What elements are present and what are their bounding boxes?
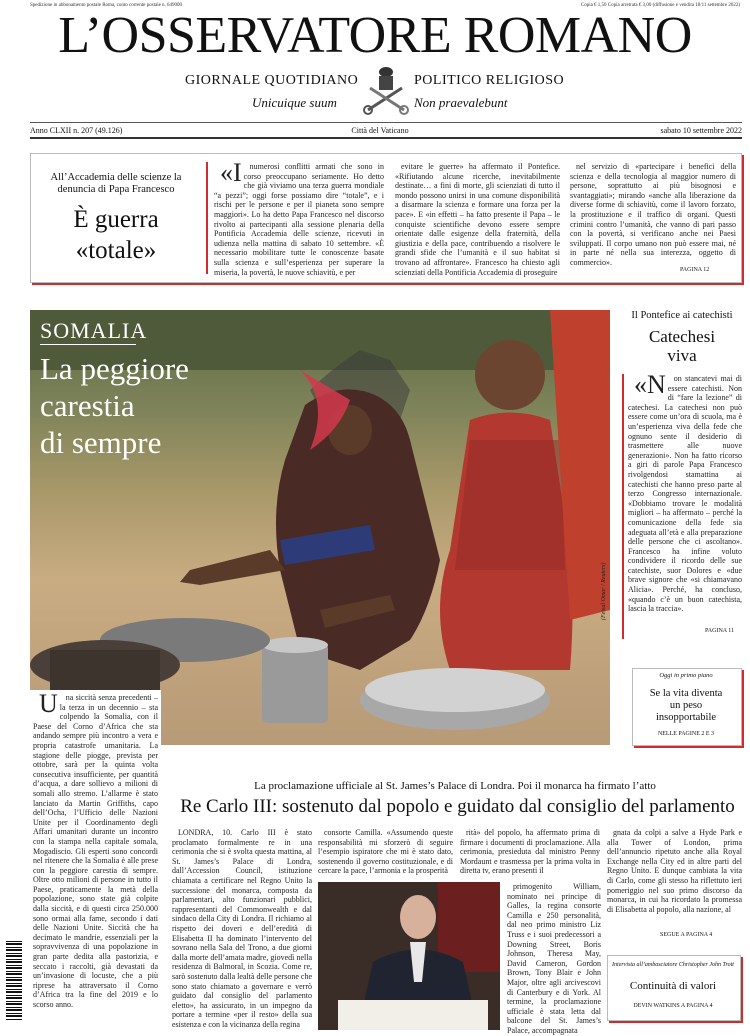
lead-column-1: «Inumerosi conflitti armati che sono in corso preoccupano seriamente. Ho detto che già viviamo una terza guerra mondiale “a pezzi”; oggi forse possiamo dire “totale”, e i rischi per le persone e per il pianeta sono sempre maggiori». Lo ha detto Papa Francesco nel discorso rivolto ai partecipanti alla sessione plenaria della Pontificia Accademia delle scienze, ricevuti in udienza nella mattina di sabato 10 settembre. «È necessario mobilitare tutte le conoscenze basate sulla scienza e sull’esperienza per superare la miseria, la povertà, le nuove schiavitù, e per [214,158,384,277]
oggi-headline-2: un peso [669,700,703,711]
lead-column-2: evitare le guerre» ha affermato il Pontefice. «Rifiutando alcune ricerche, inevitabilmente destinate… a fini di morte, gli scienziati di tutto il mondo possono unirsi in una comune disponibilità a disarmare la scienza e formare una forza per la pace». E «in effetti – ha fatto presente il Papa – le conquiste scientifiche devono essere sempre orientate dalle esigenze della fraternità, della giustizia e della pace, contribuendo a risolvere le grandi sfide che l’umanità e il suo habitat si trovano ad affrontare». Francesco ha chiesto agli scienziati della Pontificia Accademia di proseguire [395,162,560,277]
king-column-3: rità» del popolo, ha affermato prima di firmare i documenti di proclamazione. Alla cerimonia, presieduta dal ministro Penny Mordaunt e trasmessa per la prima volta in diretta tv, erano presenti il [460,828,600,876]
catechesi-page-ref: PAGINA 11 [705,628,735,634]
catechesi-body: «Non stancatevi mai di essere catechisti. Non di “fare la lezione” di catechesi. La catechesi non può essere come un’ora di scuola, ma è un’esperienza viva della fede che ognuno sente il desiderio di trasmettere alle nuove generazioni». Non ha fatto ricorso a giri di parole Papa Francesco rivolgendosi stamattina ai catechisti che hanno preso parte al terzo Congresso internazionale. «Dobbiamo trovare le modalità migliori – ha affermato – perché la comunicazione della fede sia adeguata all’età e alla preparazione delle persone che ci ascoltano». Francesco ha infine voluto condividere il ricordo delle sue catechiste, suor Dolores e «due brave signore che «si chiamavano Alicia». Perché, ha concluso, «quando c’è un buon catechista, lascia la traccia». [628,370,742,614]
photo-credit: (Feisal Omar / Reuters) [601,562,607,620]
price-note: Copia € 1,50 Copia arretrata € 3,00 (diffusione e vendita 18/11 settembre 2022) [580,3,740,8]
king-column-1: LONDRA, 10. Carlo III è stato proclamato formalmente re in una cerimonia che si è svolta questa mattina, al St. James’s Palace di Londra, dall’Accession Council, istituzione chiamata a certificare nel Regno Unito la successione del monarca, composta da parlamentari, alto funzionari pubblici, rappresentanti del Commonwealth e dal sindaco della City di Londra. Il richiamo al rispetto dei doveri e dell’eredità di Elisabetta II ha dominato l’intervento del sovrano nella Sala del Trono, a due giorni dalla morte dell’amata madre, giovedì nella residenza di Balmoral, in Scozia. Come re, sarò sostenuto dalla lealtà delle persone che sono stato chiamato a governare e verrò guidato dal consiglio del parlamento eletto», ha assicurato, in un impegno da portare a termine «per il resto» della sua esistenza e con la vicinanza della regina [172,828,312,1029]
catechesi-kicker: Il Pontefice ai catechisti [631,310,733,321]
king-photo [318,882,500,1030]
king-headline: Re Carlo III: sostenuto dal popolo e guidato dal consiglio del parlamento [180,796,735,817]
king-page-ref: SEGUE A PAGINA 4 [660,932,713,938]
lead-headline-2: «totale» [75,237,157,264]
interview-ref: DEVIN WATKINS A PAGINA 4 [633,1003,713,1009]
somalia-body: Una siccità senza precedenti – la terza in un decennio – sta colpendo la Somalia, con il Paese del Corno d’Africa che sta andando sempre più incontro a vera e propria catastrofe umanitaria. La stagione delle piogge, prevista per ottobre, sarà per la quinta volta consecutiva insufficiente, per quantità d’acqua, a dare sollievo a milioni di somali allo stremo. L’allarme è stato lanciato da Martin Griffiths, capo dell’Ocha, l’Ufficio delle Nazioni Unite per il Coordinamento degli Affari umanitari durante un incontro con la stampa nella capitale somala, Mogadiscio. Gli esperti sono concordi nel ritenere che la Somalia è alle prese con la peggiore carestia di sempre. Oltre otto milioni di persone in tutto il Paese, praticamente la metà della popolazione, sono state già colpite dalla siccità, e di questi circa 250.000 sono ormai alla fame, secondo i dati delle Nazioni Unite. Siccità che ha decimato le mandrie, essenziali per la sopravvivenza di una popolazione in gran parte dedita alla pastorizia, e seccato i raccolti, già devastati da un’invasione di locuste, che a più riprese ha attraversato il Corno d’Africa tra la fine del 2019 e lo scorso anno. [30,690,161,1023]
king-column-3b: primogenito William, nominato nei principe di Galles, la regina consorte Camilla e 250 personalità, dal neo primo ministro Liz Truss e i suoi predecessori a Downing Street, Boris Johnson, Theresa May, David Cameron, Gordon Brown, Tony Blair e John Major, oltre agli arcivescovi di Canterbury e di York. Al termine, la proclamazione ufficiale è stata letta dal balcone del St. James’s Palace, accompagnata [507,882,601,1035]
interview-headline: Continuità di valori [629,980,717,992]
lead-kicker: All’Accademia delle scienze la denuncia di Papa Francesco [50,172,182,195]
somalia-headline-2: carestia [40,388,135,423]
king-photo-scene [318,882,500,1030]
oggi-headline-1: Se la vita diventa [649,688,723,699]
lead-column-3: nel servizio di «partecipare i benefici della scienza e della tecnologia al maggior numero di persone, soprattutto ai più bisognosi e svantaggiati»; mirando «anche alla liberazione da diverse forme di schiavitù, come il lavoro forzato, la prostituzione e il traffico di organi. Questi crimini contro l’umanità, che vanno di pari passo con la povertà, si verificano anche nei Paesi sviluppati. Il corpo umano non può essere mai, né in parte né nella sua interezza, oggetto di commercio». [570,162,736,267]
somalia-headline-1: La peggiore [40,351,189,386]
somalia-kicker: SOMALIA [40,318,148,343]
oggi-ref: NELLE PAGINE 2 E 3 [657,731,715,737]
motto-left: Unicuique suum [252,95,337,110]
oggi-kicker: Oggi in primo piano [659,672,713,679]
barcode [6,940,22,1020]
keys-emblem-icon [362,66,410,116]
king-kicker: La proclamazione ufficiale al St. James’s Palace di Londra. Poi il monarca ha firmato l’atto [254,780,656,792]
king-column-4: gnata da colpi a salve a Hyde Park e alla Tower of London, prima dell’annuncio ripetuto anche alla Royal Exchange nella City ed in altre parti del Regno Unito. E dunque cambiata la vita di Carlo, come gli stesso ha riflettuto ieri pomeriggio nel suo primo discorso da monarca, in cui ha ricordato la promessa di Elisabetta al popolo, alla nazione, al [607,828,742,914]
catechesi-headline-1: Catechesi [648,327,716,346]
interview-kicker: Intervista all’ambasciatore Christopher John Trott [612,962,734,968]
dateline-place: Città del Vaticano [351,126,409,135]
issue-number: Anno CLXII n. 207 (49.126) [30,126,123,135]
masthead-left-sub: GIORNALE QUOTIDIANO [185,73,359,88]
catechesi-headline-2: viva [667,346,697,365]
postal-note: Spedizione in abbonamento postale Roma, conto corrente postale n. 649000 [30,3,183,8]
lead-page-ref: PAGINA 12 [680,267,710,273]
dateline-date: sabato 10 settembre 2022 [660,126,742,135]
lead-headline-1: È guerra [73,206,159,233]
somalia-headline-3: di sempre [40,425,162,460]
motto-right: Non praevalebunt [414,95,508,110]
oggi-headline-3: insopportabile [655,712,717,723]
king-column-2: consorte Camilla. «Assumendo queste responsabilità mi sforzerò di seguire l’esempio ispiratore che mi è stato dato, sostenendo il governo costituzionale, e di cercare la pace, l’armonia e la prosperità [318,828,453,876]
masthead-right-sub: POLITICO RELIGIOSO [414,73,565,88]
masthead-title: L’OSSERVATORE ROMANO [58,7,692,64]
